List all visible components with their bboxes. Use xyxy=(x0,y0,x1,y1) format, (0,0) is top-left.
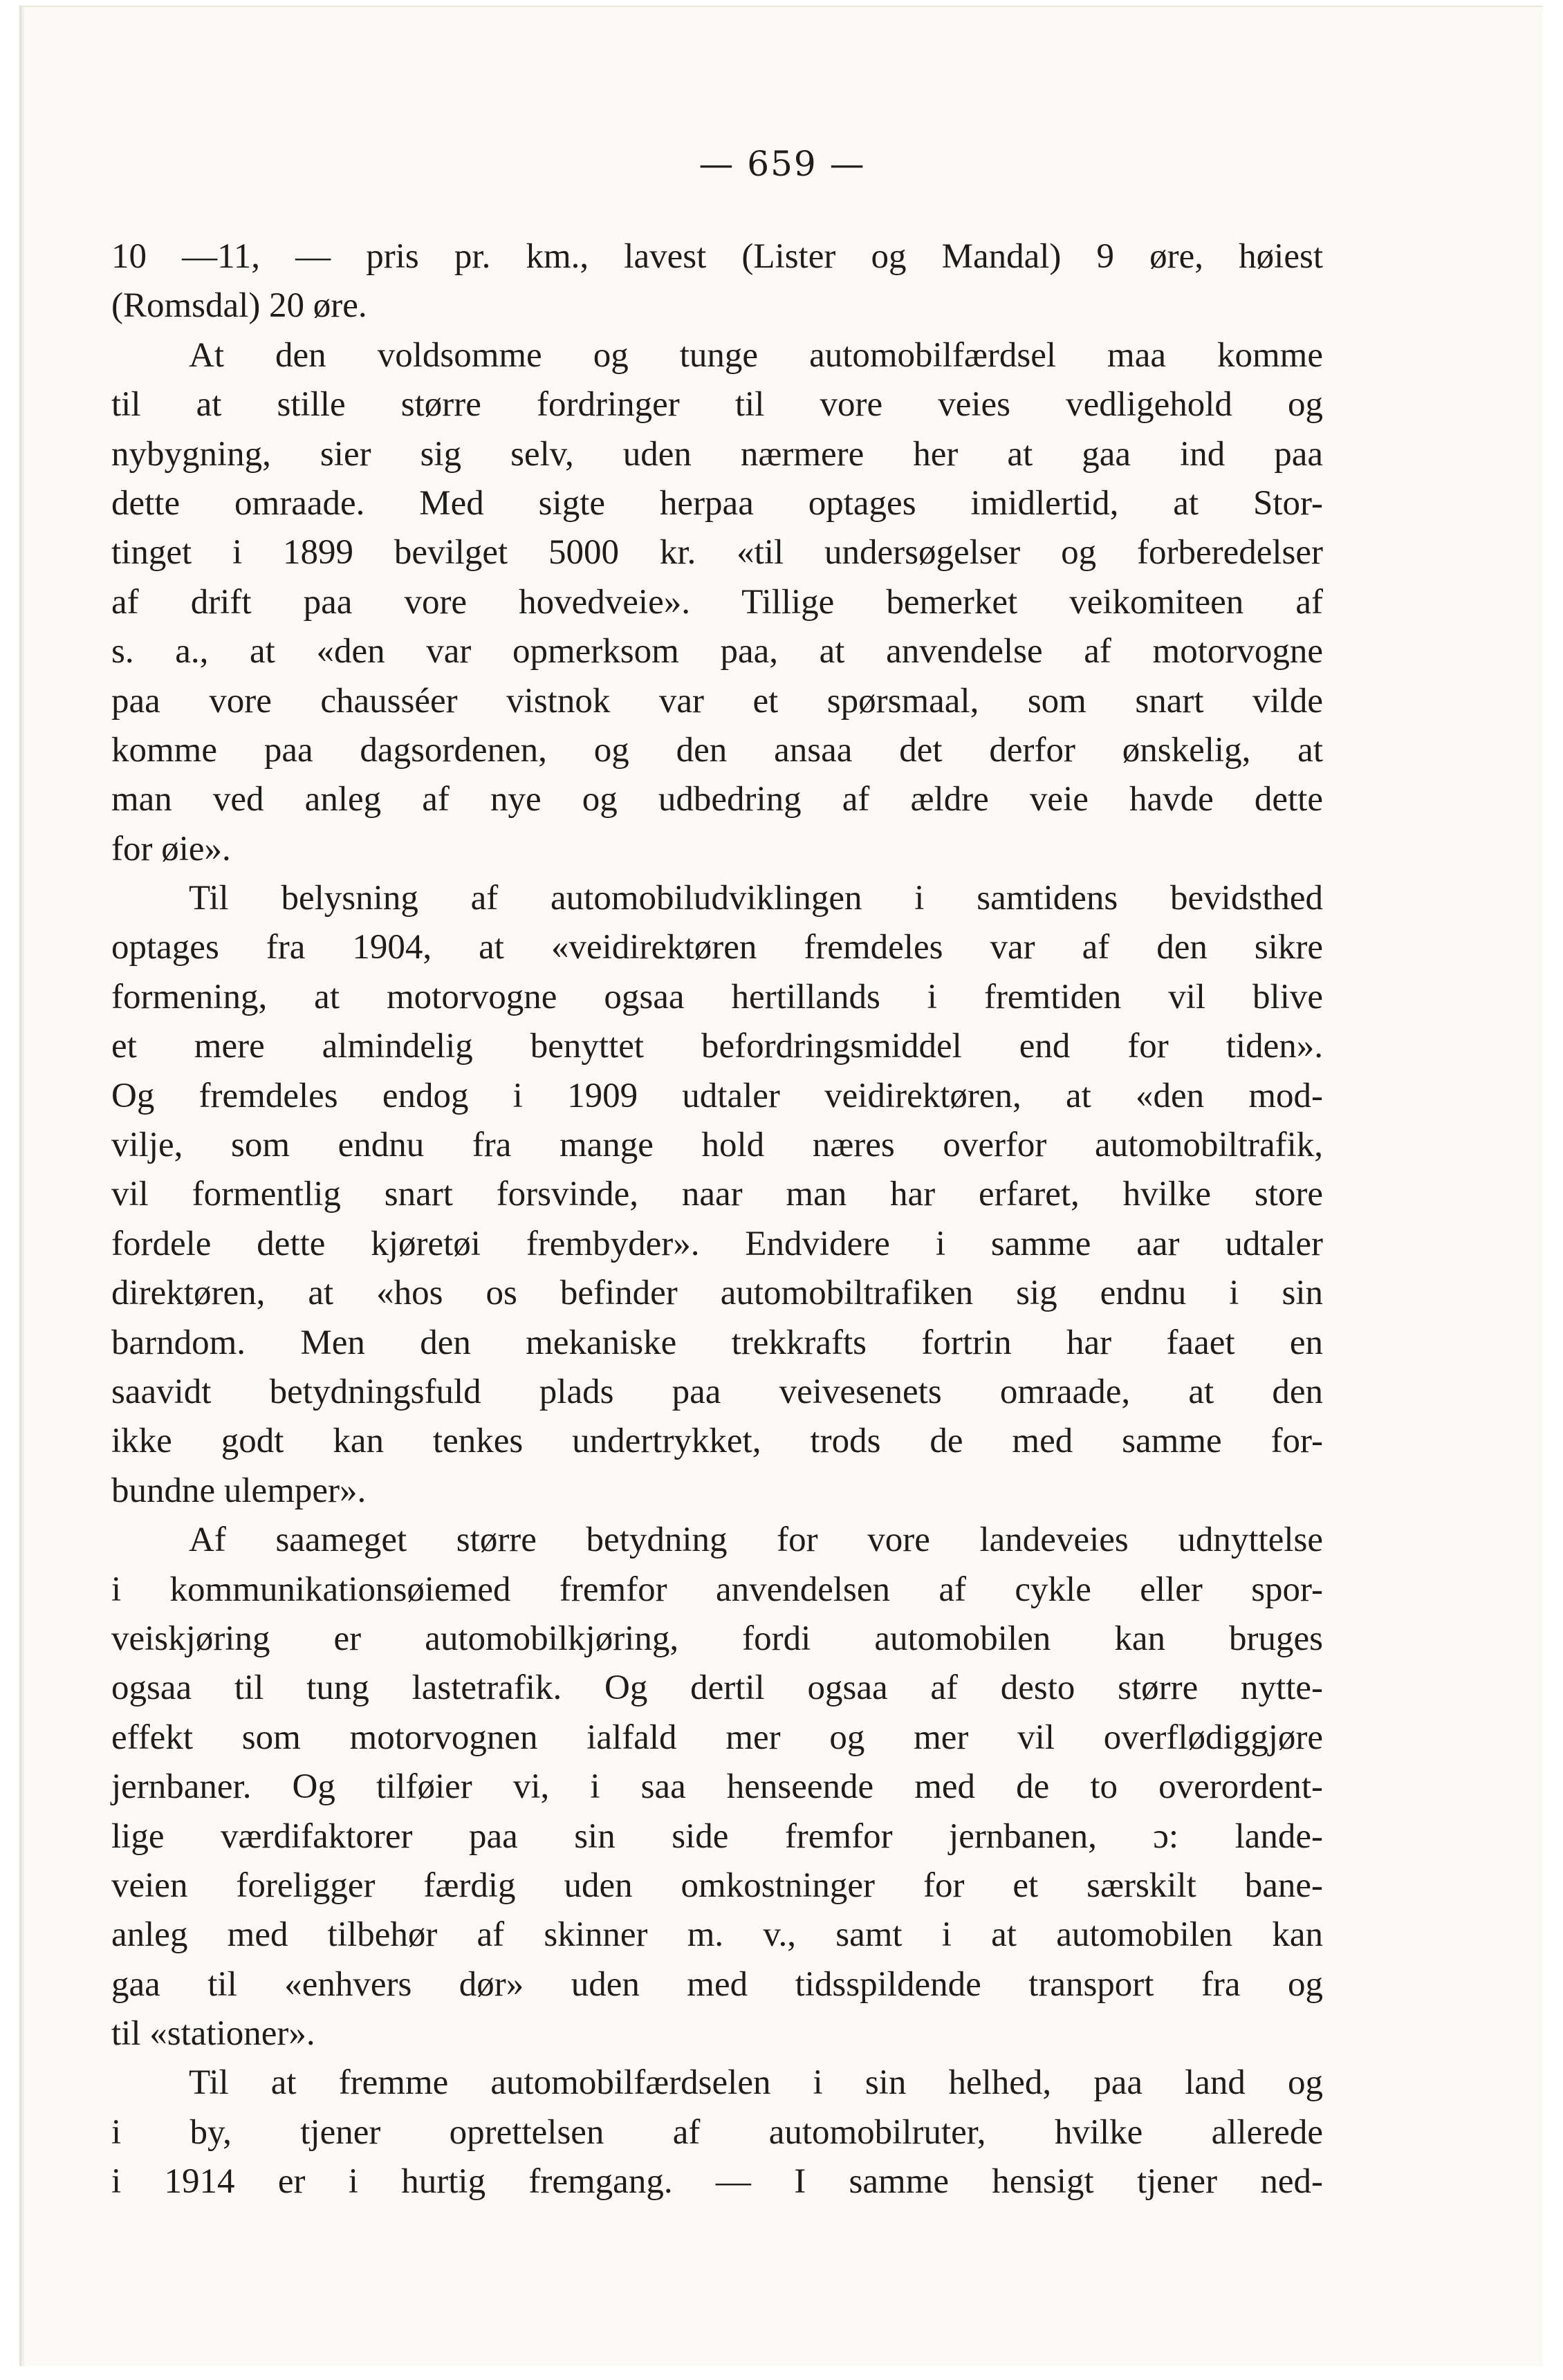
text-line: ikke godt kan tenkes undertrykket, trods de med samme for- xyxy=(111,1422,1323,1461)
text-line: paa vore chausséer vistnok var et spørsmaal, som snart vilde xyxy=(111,681,1323,720)
text-line: til at stille større fordringer til vore veies vedligehold og xyxy=(111,385,1323,425)
body-text xyxy=(111,232,1323,2207)
text-line: 10 —11, — pris pr. km., lavest (Lister og Mandal) 9 øre, høiest xyxy=(111,237,1323,276)
text-line: formening, at motorvogne ogsaa hertillands i fremtiden vil blive xyxy=(111,977,1323,1016)
text-line: et mere almindelig benyttet befordringsmiddel end for tiden». xyxy=(111,1027,1323,1066)
text-line: veien foreligger færdig uden omkostninger for et særskilt bane- xyxy=(111,1866,1323,1905)
text-line: i 1914 er i hurtig fremgang. — I samme hensigt tjener ned- xyxy=(111,2162,1323,2202)
text-line: bundne ulemper». xyxy=(111,1471,367,1510)
text-line: saavidt betydningsfuld plads paa veivesenets omraade, at den xyxy=(111,1372,1323,1411)
text-line: veiskjøring er automobilkjøring, fordi automobilen kan bruges xyxy=(111,1619,1323,1658)
text-line: Og fremdeles endog i 1909 udtaler veidirektøren, at «den mod- xyxy=(111,1076,1323,1115)
text-line: direktøren, at «hos os befinder automobiltrafiken sig endnu i sin xyxy=(111,1274,1323,1313)
text-line: dette omraade. Med sigte herpaa optages imidlertid, at Stor- xyxy=(111,483,1323,523)
text-line: gaa til «enhvers dør» uden med tidsspildende transport fra og xyxy=(111,1964,1323,2004)
text-line: til «stationer». xyxy=(111,2014,315,2054)
text-line: vil formentlig snart forsvinde, naar man har erfaret, hvilke store xyxy=(111,1175,1323,1214)
text-line: i kommunikationsøiemed fremfor anvendelsen af cykle eller spor- xyxy=(111,1570,1323,1609)
text-line: nybygning, sier sig selv, uden nærmere her at gaa ind paa xyxy=(111,434,1323,474)
text-line: af drift paa vore hovedveie». Tillige bemerket veikomiteen af xyxy=(111,582,1323,622)
text-line: for øie». xyxy=(111,829,231,868)
text-line: komme paa dagsordenen, og den ansaa det derfor ønskelig, at xyxy=(111,730,1323,770)
text-line: man ved anleg af nye og udbedring af ældre veie havde dette xyxy=(111,780,1323,819)
text-line: optages fra 1904, at «veidirektøren fremdeles var af den sikre xyxy=(111,928,1323,967)
page xyxy=(19,6,1543,2366)
text-line: anleg med tilbehør af skinner m. v., samt i at automobilen kan xyxy=(111,1915,1323,1955)
text-line: i by, tjener oprettelsen af automobilruter, hvilke allerede xyxy=(111,2112,1323,2152)
text-line: lige værdifaktorer paa sin side fremfor jernbanen, ɔ: lande- xyxy=(111,1816,1323,1856)
page-number: — 659 — xyxy=(699,144,866,184)
text-line: effekt som motorvognen ialfald mer og mer vil overflødiggjøre xyxy=(111,1718,1323,1757)
text-line: tinget i 1899 bevilget 5000 kr. «til undersøgelser og forberedelser xyxy=(111,533,1323,573)
text-line: (Romsdal) 20 øre. xyxy=(111,286,367,326)
text-line: Af saameget større betydning for vore landeveies udnyttelse xyxy=(189,1521,1323,1560)
text-line: Til at fremme automobilfærdselen i sin helhed, paa land og xyxy=(189,2063,1323,2103)
text-line: jernbaner. Og tilføier vi, i saa henseende med de to overordent- xyxy=(111,1767,1323,1807)
text-line: s. a., at «den var opmerksom paa, at anvendelse af motorvogne xyxy=(111,632,1323,671)
text-line: fordele dette kjøretøi frembyder». Endvidere i samme aar udtaler xyxy=(111,1224,1323,1263)
text-line: Til belysning af automobiludviklingen i samtidens bevidsthed xyxy=(189,879,1323,918)
text-line: At den voldsomme og tunge automobilfærdsel maa komme xyxy=(189,335,1323,375)
text-line: barndom. Men den mekaniske trekkrafts fortrin har faaet en xyxy=(111,1323,1323,1362)
text-line: vilje, som endnu fra mange hold næres overfor automobiltrafik, xyxy=(111,1126,1323,1165)
text-line: ogsaa til tung lastetrafik. Og dertil ogsaa af desto større nytte- xyxy=(111,1668,1323,1708)
